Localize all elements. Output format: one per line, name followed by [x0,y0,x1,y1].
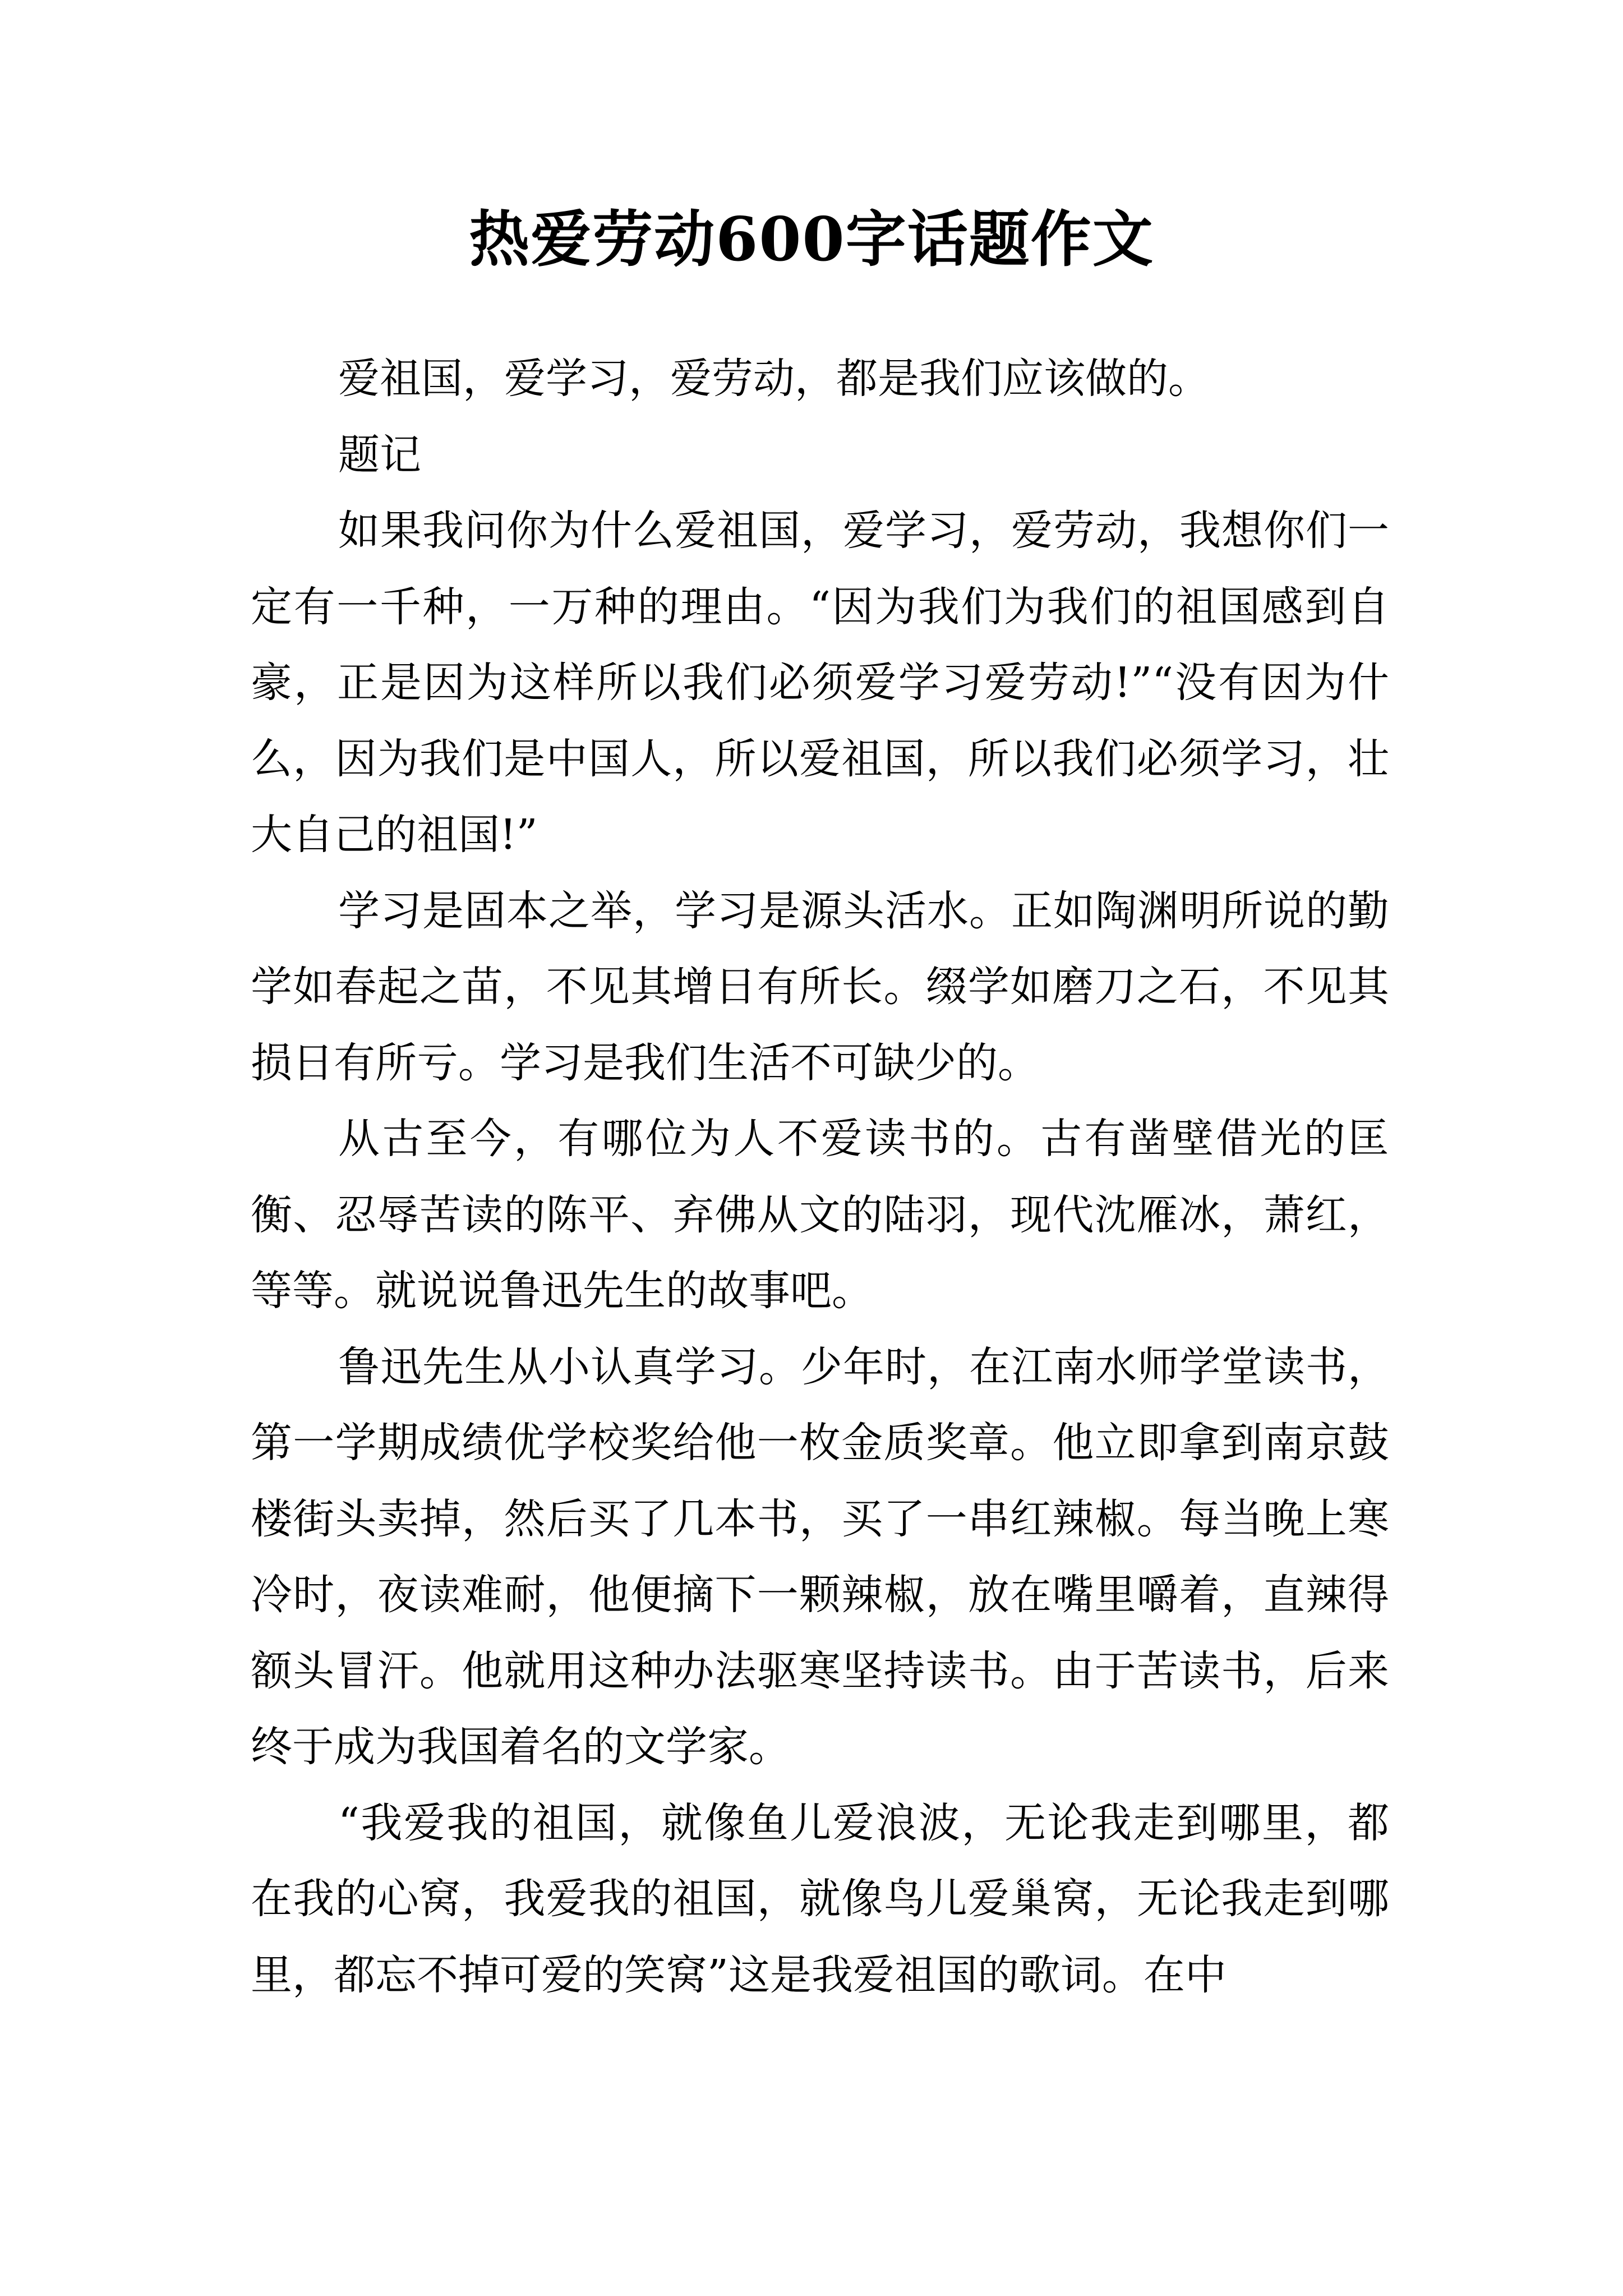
document-body [251,341,1389,2013]
epigraph-attribution: 题记 [338,430,421,479]
document-title: 热爱劳动600字话题作文 [469,204,1154,275]
body-paragraph: 如果我问你为什么爱祖国，爱学习，爱劳动，我想你们一定有一千种，一万种的理由。“因为我们为我们的祖国感到自豪，正是因为这样所以我们必须爱学习爱劳动!”“没有因为什么，因为我们是中国人，所以爱祖国，所以我们必须学习，壮大自己的祖国!” [251,507,1389,859]
body-paragraph: 鲁迅先生从小认真学习。少年时，在江南水师学堂读书，第一学期成绩优学校奖给他一枚金质奖章。他立即拿到南京鼓楼街头卖掉，然后买了几本书，买了一串红辣椒。每当晚上寒冷时，夜读难耐，他便摘下一颗辣椒，放在嘴里嚼着，直辣得额头冒汗。他就用这种办法驱寒坚持读书。由于苦读书，后来终于成为我国着名的文学家。 [251,1342,1389,1771]
body-paragraph: 从古至今，有哪位为人不爱读书的。古有凿壁借光的匡衡、忍辱苦读的陈平、弃佛从文的陆羽，现代沈雁冰，萧红，等等。就说说鲁迅先生的故事吧。 [251,1115,1389,1315]
body-paragraph: “我爱我的祖国，就像鱼儿爱浪波，无论我走到哪里，都在我的心窝，我爱我的祖国，就像鸟儿爱巢窝，无论我走到哪里，都忘不掉可爱的笑窝”这是我爱祖国的歌词。在中 [251,1798,1389,1999]
epigraph-paragraph: 爱祖国，爱学习，爱劳动，都是我们应该做的。 [338,355,1210,403]
body-paragraph: 学习是固本之举，学习是源头活水。正如陶渊明所说的勤学如春起之苗，不见其增日有所长。缀学如磨刀之石，不见其损日有所亏。学习是我们生活不可缺少的。 [251,886,1389,1087]
